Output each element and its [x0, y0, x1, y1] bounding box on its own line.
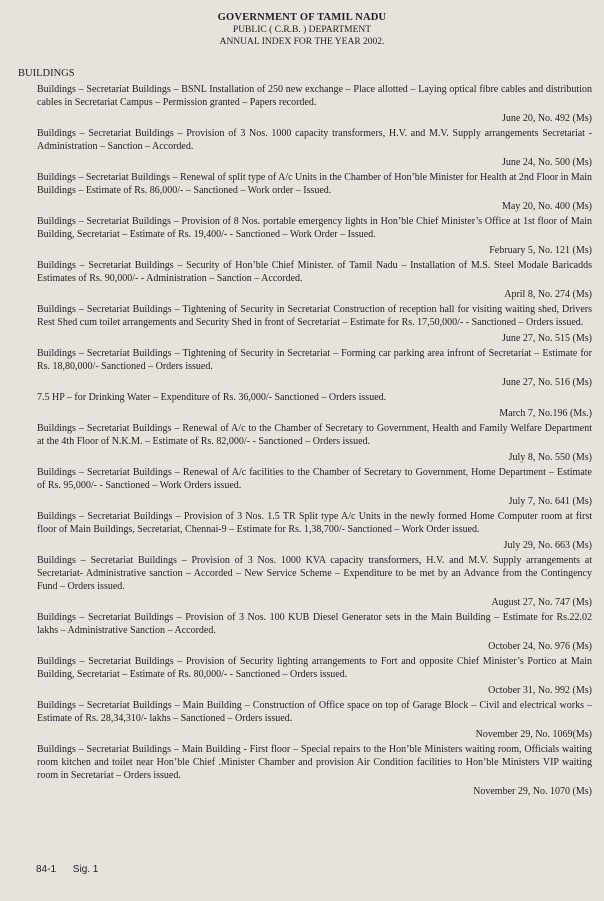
index-entry: [37, 127, 592, 169]
section-heading: BUILDINGS: [18, 68, 75, 79]
index-entry: [37, 422, 592, 464]
document-header: [0, 0, 604, 48]
index-entry: [37, 655, 592, 697]
index-entry: [37, 171, 592, 213]
entry-order-reference: June 27, No. 515 (Ms): [502, 333, 592, 344]
entry-order-reference: June 27, No. 516 (Ms): [502, 377, 592, 388]
index-entry: [37, 611, 592, 653]
index-entry: [37, 743, 592, 798]
page-code: 84-1: [36, 864, 57, 875]
index-entries: [37, 83, 592, 800]
entry-text: Buildings – Secretariat Buildings – Provision of 3 Nos. 1.5 TR Split type A/c Units in the newly formed Home Computer room at first floor of Main Buildings, Secretariat, Chennai-9 – Estimate for Rs. 1,38,700/- Sanctioned – Work Order issued.: [37, 511, 592, 535]
entry-order-reference: March 7, No.196 (Ms.): [499, 408, 592, 419]
entry-order-reference: April 8, No. 274 (Ms): [504, 289, 592, 300]
index-entry: [37, 303, 592, 345]
entry-text: Buildings – Secretariat Buildings – Renewal of split type of A/c Units in the Chamber of Hon’ble Minister for Health at 2nd Floor in Main Buildings – Estimate of Rs. 86,000/- – Sanctioned – Work order – Issued.: [37, 172, 592, 196]
index-entry: [37, 699, 592, 741]
signature-mark: Sig. 1: [72, 864, 99, 875]
entry-text: Buildings – Secretariat Buildings – Provision of 3 Nos. 1000 capacity transformers, H.V. and M.V. Supply arrangements Secretariat - Administration – Sanction – Accorded.: [37, 128, 592, 152]
index-entry: [37, 259, 592, 301]
entry-text: Buildings – Secretariat Buildings – Renewal of A/c to the Chamber of Secretary to Government, Health and Family Welfare Department at the 4th Floor of N.K.M. – Estimate of Rs. 82,000/- - Sanctioned – Orders issued.: [37, 423, 592, 447]
entry-text: Buildings – Secretariat Buildings – Security of Hon’ble Chief Minister. of Tamil Nadu – Installation of M.S. Steel Modale Baricadds Estimates of Rs. 90,000/- - Administration – Sanction – Accorded.: [37, 260, 592, 284]
index-entry: [37, 510, 592, 552]
entry-text: Buildings – Secretariat Buildings – Main Building – Construction of Office space on top of Garage Block – Civil and electrical works – Estimate of Rs. 28,34,310/- lakhs – Sanctioned – Orders issued.: [37, 700, 592, 724]
entry-text: 7.5 HP – for Drinking Water – Expenditure of Rs. 36,000/- Sanctioned – Orders issued.: [37, 392, 387, 403]
entry-text: Buildings – Secretariat Buildings – BSNL Installation of 250 new exchange – Place allotted – Laying optical fibre cables and distribution cables in Secretariat Campus – Permission granted – Papers recorded.: [37, 84, 592, 108]
entry-order-reference: February 5, No. 121 (Ms): [489, 245, 592, 256]
page-footer: [36, 864, 112, 875]
entry-text: Buildings – Secretariat Buildings – Tightening of Security in Secretariat Construction of reception hall for visiting waiting shed, Drivers Rest Shed cum toilet arrangements and Security Shed in front of Secretariat – Estimate for Rs. 17,50,000/- - Sanctioned – Orders issued.: [37, 304, 592, 328]
entry-text: Buildings – Secretariat Buildings – Main Building - First floor – Special repairs to the Hon’ble Ministers waiting room, Officials waiting room kitchen and toilet near Hon’ble Chief .Minister Chamber and provision Air Condition facilities to Hon’ble Ministers VIP waiting room in Secretariat – Orders issued.: [37, 744, 592, 781]
entry-order-reference: July 29, No. 663 (Ms): [503, 540, 592, 551]
entry-order-reference: October 24, No. 976 (Ms): [488, 641, 592, 652]
index-entry: [37, 347, 592, 389]
entry-order-reference: November 29, No. 1070 (Ms): [473, 786, 592, 797]
index-entry: [37, 83, 592, 125]
entry-text: Buildings – Secretariat Buildings – Provision of 3 Nos. 1000 KVA capacity transformers, H.V. and M.V. Supply arrangements at Secretariat- Administrative sanction – Accorded – New Service Scheme – Expenditure to be met by an Advance from the Contingency Fund – Orders issued.: [37, 555, 592, 592]
entry-text: Buildings – Secretariat Buildings – Provision of Security lighting arrangements to Fort and opposite Chief Minister’s Portico at Main Building, Secretariat – Estimate of Rs. 80,000/- - Sanctioned – Orders issued.: [37, 656, 592, 680]
entry-order-reference: October 31, No. 992 (Ms): [488, 685, 592, 696]
entry-text: Buildings – Secretariat Buildings – Tightening of Security in Secretariat – Forming car parking area infront of Secretariat – Estimate for Rs. 18,80,000/- Sanctioned – Orders issued.: [37, 348, 592, 372]
entry-order-reference: November 29, No. 1069(Ms): [475, 729, 592, 740]
index-entry: [37, 215, 592, 257]
index-entry: [37, 466, 592, 508]
entry-text: Buildings – Secretariat Buildings – Renewal of A/c facilities to the Chamber of Secretary to Government, Home Department – Estimate of Rs. 95,000/- - Sanctioned – Work Orders issued.: [37, 467, 592, 491]
entry-text: Buildings – Secretariat Buildings – Provision of 3 Nos. 100 KUB Diesel Generator sets in the Main Building – Estimate for Rs.22.02 lakhs – Administrative Sanction – Accorded.: [37, 612, 592, 636]
department-name: PUBLIC ( C.R.B. ) DEPARTMENT: [232, 25, 372, 35]
entry-order-reference: July 8, No. 550 (Ms): [508, 452, 592, 463]
entry-order-reference: May 20, No. 400 (Ms): [502, 201, 592, 212]
index-entry: [37, 554, 592, 609]
entry-order-reference: June 20, No. 492 (Ms): [502, 113, 592, 124]
document-title: GOVERNMENT OF TAMIL NADU: [217, 12, 387, 23]
entry-order-reference: June 24, No. 500 (Ms): [502, 157, 592, 168]
index-entry: [37, 391, 592, 420]
entry-text: Buildings – Secretariat Buildings – Provision of 8 Nos. portable emergency lights in Hon’ble Chief Minister’s Office at 1st floor of Main Building, Secretariat – Estimate of Rs. 19,400/- - Sanctioned – Work Order – Issued.: [37, 216, 592, 240]
entry-order-reference: August 27, No. 747 (Ms): [491, 597, 592, 608]
document-subtitle: ANNUAL INDEX FOR THE YEAR 2002.: [219, 37, 385, 47]
entry-order-reference: July 7, No. 641 (Ms): [508, 496, 592, 507]
